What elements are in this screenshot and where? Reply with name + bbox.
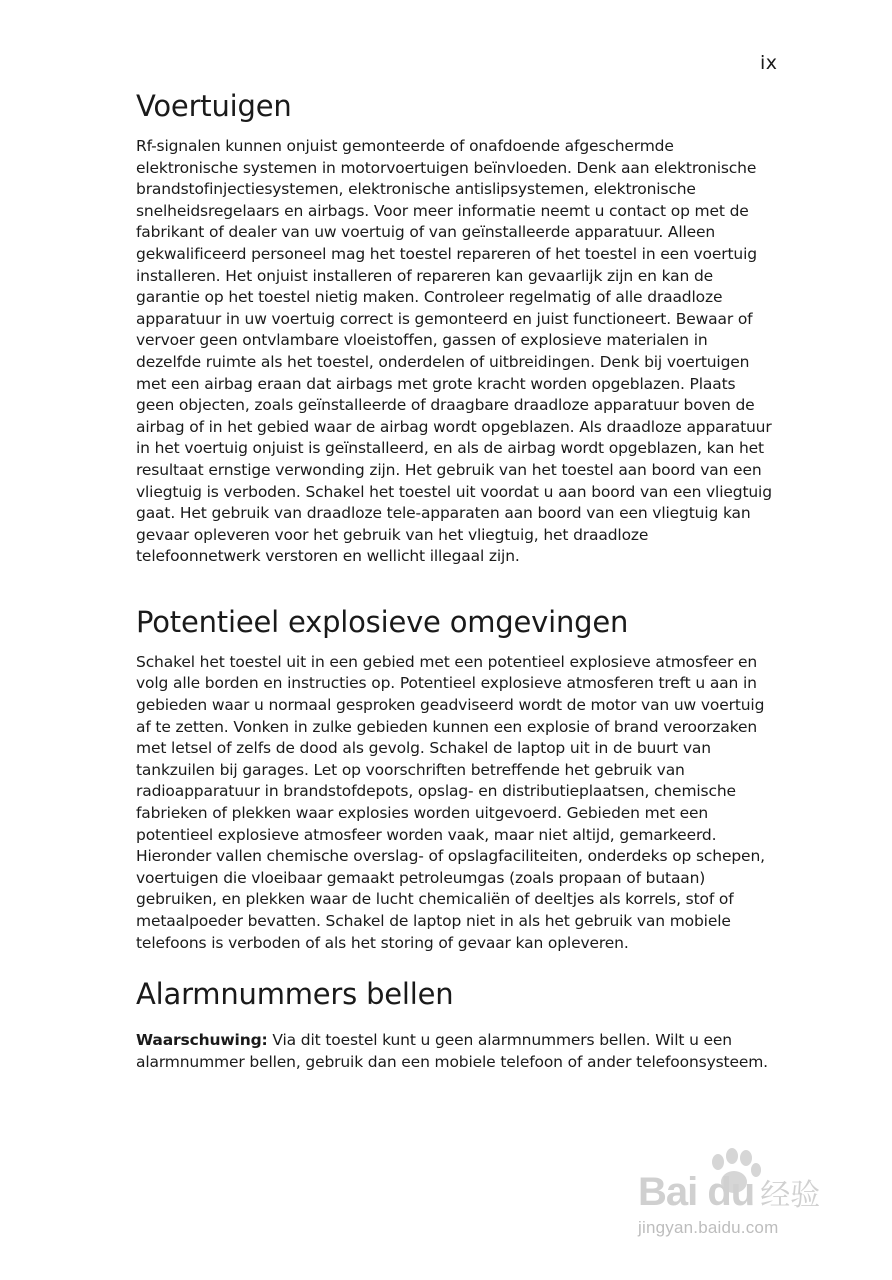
section-title-alarmnummers: Alarmnummers bellen <box>136 977 454 1012</box>
watermark-logo-text: Bai du <box>638 1170 755 1214</box>
section-paragraph-voertuigen: Rf-signalen kunnen onjuist gemonteerde of onafdoende afgeschermde elektronische systemen in motorvoertuigen beïnvloeden. Denk aan elektronische brandstofinjectiesystemen, elektronische antislipsystemen, elektronische snelheidsregelaars en airbags. Voor meer informatie neemt u contact op met de fabrikant of dealer van uw voertuig of van geïnstalleerde apparatuur. Alleen gekwalificeerd personeel mag het toestel repareren of het toestel in een voertuig installeren. Het onjuist installeren of repareren kan gevaarlijk zijn en kan de garantie op het toestel nietig maken. Controleer regelmatig of alle draadloze apparatuur in uw voertuig correct is gemonteerd en juist functioneert. Bewaar of vervoer geen ontvlambare vloeistoffen, gassen of explosieve materialen in dezelfde ruimte als het toestel, onderdelen of uitbreidingen. Denk bij voertuigen met een airbag eraan dat airbags met grote kracht worden opgeblazen. Plaats geen objecten, zoals geïnstalleerde of draagbare draadloze apparatuur boven de airbag of in het gebied waar de airbag wordt opgeblazen. Als draadloze apparatuur in het voertuig onjuist is geïnstalleerd, en als de airbag wordt opgeblazen, kan het resultaat ernstige verwonding zijn. Het gebruik van het toestel aan boord van een vliegtuig is verboden. Schakel het toestel uit voordat u aan boord van een vliegtuig gaat. Het gebruik van draadloze tele-apparaten aan boord van een vliegtuig kan gevaar opleveren voor het gebruik van het vliegtuig, het draadloze telefoonnetwerk verstoren en wellicht illegaal zijn. <box>136 137 772 566</box>
section-title-explosieve-omgevingen: Potentieel explosieve omgevingen <box>136 604 629 639</box>
section-paragraph-alarmnummers <box>136 1030 776 1073</box>
watermark-logo <box>638 1170 820 1215</box>
section-alarmnummers <box>136 974 776 1073</box>
warning-label: Waarschuwing: <box>136 1031 268 1050</box>
document-body <box>136 86 776 1073</box>
warning-text: Via dit toestel kunt u geen alarmnummers bellen. Wilt u een alarmnummer bellen, gebruik dan een mobiele telefoon of ander telefoonsysteem. <box>136 1031 768 1071</box>
section-paragraph-explosieve-omgevingen: Schakel het toestel uit in een gebied met een potentieel explosieve atmosfeer en volg alle borden en instructies op. Potentieel explosieve atmosferen treft u aan in gebieden waar u normaal gesproken geadviseerd wordt de motor van uw voertuig af te zetten. Vonken in zulke gebieden kunnen een explosie of brand veroorzaken met letsel of zelfs de dood als gevolg. Schakel de laptop uit in de buurt van tankzuilen bij garages. Let op voorschriften betreffende het gebruik van radioapparatuur in brandstofdepots, opslag- en distributieplaatsen, chemische fabrieken of plekken waar explosies worden uitgevoerd. Gebieden met een potentieel explosieve atmosfeer worden vaak, maar niet altijd, gemarkeerd. Hieronder vallen chemische overslag- of opslagfaciliteiten, onderdeks op schepen, voertuigen die vloeibaar gemaakt petroleumgas (zoals propaan of butaan) gebruiken, en plekken waar de lucht chemicaliën of deeltjes als korrels, stof of metaalpoeder bevatten. Schakel de laptop niet in als het gebruik van mobiele telefoons is verboden of als het storing of gevaar kan opleveren. <box>136 652 765 952</box>
section-voertuigen <box>136 86 776 568</box>
section-title-voertuigen: Voertuigen <box>136 89 292 123</box>
page-number: ix <box>760 52 778 74</box>
section-explosieve-omgevingen <box>136 602 776 954</box>
watermark-logo-cn: 经验 <box>760 1179 821 1212</box>
baidu-jingyan-watermark <box>638 1148 848 1248</box>
watermark-url: jingyan.baidu.com <box>638 1218 779 1237</box>
